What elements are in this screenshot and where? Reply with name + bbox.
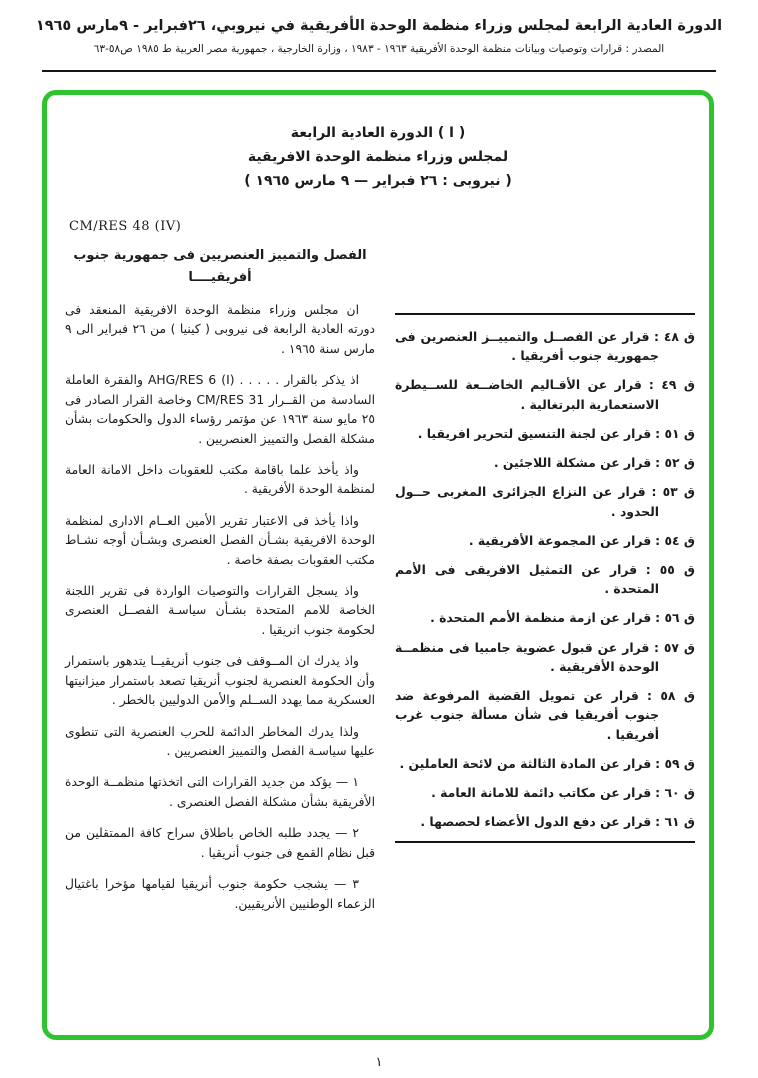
resolution-text: قرار عن المجموعة الأفريقية . xyxy=(468,532,652,548)
resolution-text: قرار عن مشكلة اللاجئين . xyxy=(493,455,652,471)
resolutions-index xyxy=(395,313,695,843)
session-title-block xyxy=(47,121,709,193)
section-heading-line2: أفريقيــــا xyxy=(188,270,252,285)
header-divider xyxy=(42,70,716,72)
resolution-item xyxy=(395,482,695,520)
header-source-line: المصدر : قرارات وتوصيات وبيانات منظمة الوحدة الأفريقية ١٩٦٣ - ١٩٨٣ ، وزارة الخارجية ، جمهورية مصر العربية ط ١٩٨٥ ص٥٨-٦٣ xyxy=(93,43,665,55)
resolution-number: ق ٦١ : xyxy=(655,814,695,830)
resolution-text: قرار عن الفصــل والتمييــز العنصرين فى جمهورية جنوب أفريقيا . xyxy=(395,329,659,364)
resolution-number: ق ٥٨ : xyxy=(646,688,695,704)
resolution-text: قرار عن قبول عضوية جامبيا فى منظمــة الوحدة الأفريقية . xyxy=(395,639,659,674)
resolution-number: ق ٥٦ : xyxy=(655,610,695,626)
header-session-title: الدورة العادية الرابعة لمجلس وزراء منظمة الوحدة الأفريقية في نيروبي، ٢٦فبراير - ٩مارس ١٩٦٥ xyxy=(35,18,723,34)
resolution-number: ق ٥٣ : xyxy=(651,484,695,500)
body-paragraph: واذا يأخذ فى الاعتبار تقرير الأمين العــام الادارى لمنظمة الوحدة الافريقية بشـأن الفصل العنصرى وبشـأن أوجه نشـاط مكتب العقوبات بصفة خاصة . xyxy=(65,513,375,567)
resolution-text: قرار عن النزاع الجزائرى المغربى حــول الحدود . xyxy=(395,484,659,519)
resolution-number: ق ٥٥ : xyxy=(645,561,695,577)
resolution-text: قرار عن ازمة منظمة الأمم المتحدة . xyxy=(430,610,652,626)
body-paragraph: ولذا يدرك المخاطر الدائمة للحرب العنصرية التى تنطوى عليها سياسـة الفصل والتمييز العنصريين . xyxy=(65,724,375,759)
resolution-item xyxy=(395,453,695,472)
resolution-item xyxy=(395,375,695,413)
resolution-text: قرار عن الأقـاليم الخاضــعة للســيطرة الاستعمارية البرتغالية . xyxy=(395,377,659,412)
session-title-line3: ( نيروبى : ٢٦ فبراير — ٩ مارس ١٩٦٥ ) xyxy=(244,173,512,189)
body-paragraph: ٣ — يشجب حكومة جنوب أنريقيا لقيامها مؤخرا باغتيال الزعماء الوطنيين الأنريقيين. xyxy=(65,877,375,911)
page-number: ١ xyxy=(375,1055,383,1070)
resolution-number: ق ٥١ : xyxy=(655,425,695,441)
index-bottom-rule xyxy=(395,841,695,843)
resolution-number: ق ٦٠ : xyxy=(655,784,695,800)
resolution-item xyxy=(395,424,695,443)
page-header xyxy=(0,18,758,55)
resolution-text: قرار عن لجنة التنسيق لتحرير افريقيا . xyxy=(417,425,652,441)
document-frame xyxy=(42,90,714,1040)
body-paragraph: ٢ — يجدد طلبه الخاص باطلاق سراح كافة الممتقلين من قبل نظام القمع فى جنوب أنريقيا . xyxy=(65,826,375,860)
resolution-text: قرار عن مكاتب دائمة للامانة العامة . xyxy=(431,784,652,800)
resolution-item xyxy=(395,783,695,802)
resolution-item xyxy=(395,812,695,831)
index-top-rule xyxy=(395,313,695,315)
resolution-text: قرار عن المادة الثالثة من لائحة العاملين . xyxy=(399,755,652,771)
resolution-text: قرار عن دفع الدول الأعضاء لحصصها . xyxy=(420,814,652,830)
resolution-item xyxy=(395,638,695,676)
resolution-number: ق ٥٢ : xyxy=(655,455,695,471)
resolution-text: قرار عن التمثيل الافريقى فى الأمم المتحدة . xyxy=(395,561,659,597)
ref-code: CM/RES 48 (IV) xyxy=(69,219,182,234)
body-paragraph: اذ يذكر بالقرار . . . . . AHG/RES 6 (I) والفقرة العاملة السادسة من القــرار CM/RES 31 وخاصة القرار الصادر فى ٢٥ مايو سنة ١٩٦٣ عن مؤتمر رؤساء الدول والحكومات بشأن مشكلة الفصل والتمييز العنصريين . xyxy=(65,373,376,446)
resolution-item xyxy=(395,560,695,598)
resolution-item xyxy=(395,608,695,627)
section-heading-line1: الفصل والتمييز العنصريين فى جمهورية جنوب xyxy=(73,248,367,263)
body-paragraph: واذ يسجل القرارات والتوصيات الواردة فى تقرير اللجنة الخاصة للامم المتحدة بشـأن سياسـة الفصــل العنصرى لحكومة جنوب انريقيا . xyxy=(65,584,375,637)
resolution-number: ق ٤٩ : xyxy=(648,377,695,393)
body-paragraph: ١ — يؤكد من جديد القرارات التى اتخذتها منظمــة الوحدة الأفريقية بشأن مشكلة الفصل العنصرى . xyxy=(65,775,375,809)
section-heading xyxy=(65,245,375,289)
body-paragraph: ان مجلس وزراء منظمة الوحدة الافريقية المنعقد فى دورته العادية الرابعة فى نيروبى ( كينيا ) من ٢٦ فبراير الى ٩ مارس سنة ١٩٦٥ . xyxy=(65,303,376,356)
resolution-number: ق ٤٨ : xyxy=(653,329,695,344)
body-paragraph: واذ يأخذ علما باقامة مكتب للعقوبات داخل الامانة العامة لمنظمة الوحدة الأفريقية . xyxy=(65,462,375,497)
body-paragraph: واذ يدرك ان المــوقف فى جنوب أنريقيــا يتدهور باستمرار وأن الحكومة العنصرية لجنوب أنريقيا تصعد باستمرار ميزانيتها العسكرية مما يهدد الســلم والأمن الدوليين بالخطر . xyxy=(65,654,375,708)
resolution-text: قرار عن تمويل القضية المرفوعة ضد جنوب أفريقيا فى شأن مسألة جنوب غرب أفريقيا . xyxy=(395,688,659,742)
session-title-line1: ( ا ) الدورة العادية الرابعة xyxy=(290,125,466,141)
resolution-item xyxy=(395,327,695,365)
resolution-number: ق ٥٤ : xyxy=(655,532,695,548)
resolution-item xyxy=(395,531,695,550)
resolution-number: ق ٥٧ : xyxy=(653,639,695,655)
resolution-item xyxy=(395,754,695,773)
session-title-line2: لمجلس وزراء منظمة الوحدة الافريقية xyxy=(247,149,509,165)
body-column xyxy=(65,245,375,926)
resolution-number: ق ٥٩ : xyxy=(655,755,695,771)
resolution-item xyxy=(395,686,695,744)
